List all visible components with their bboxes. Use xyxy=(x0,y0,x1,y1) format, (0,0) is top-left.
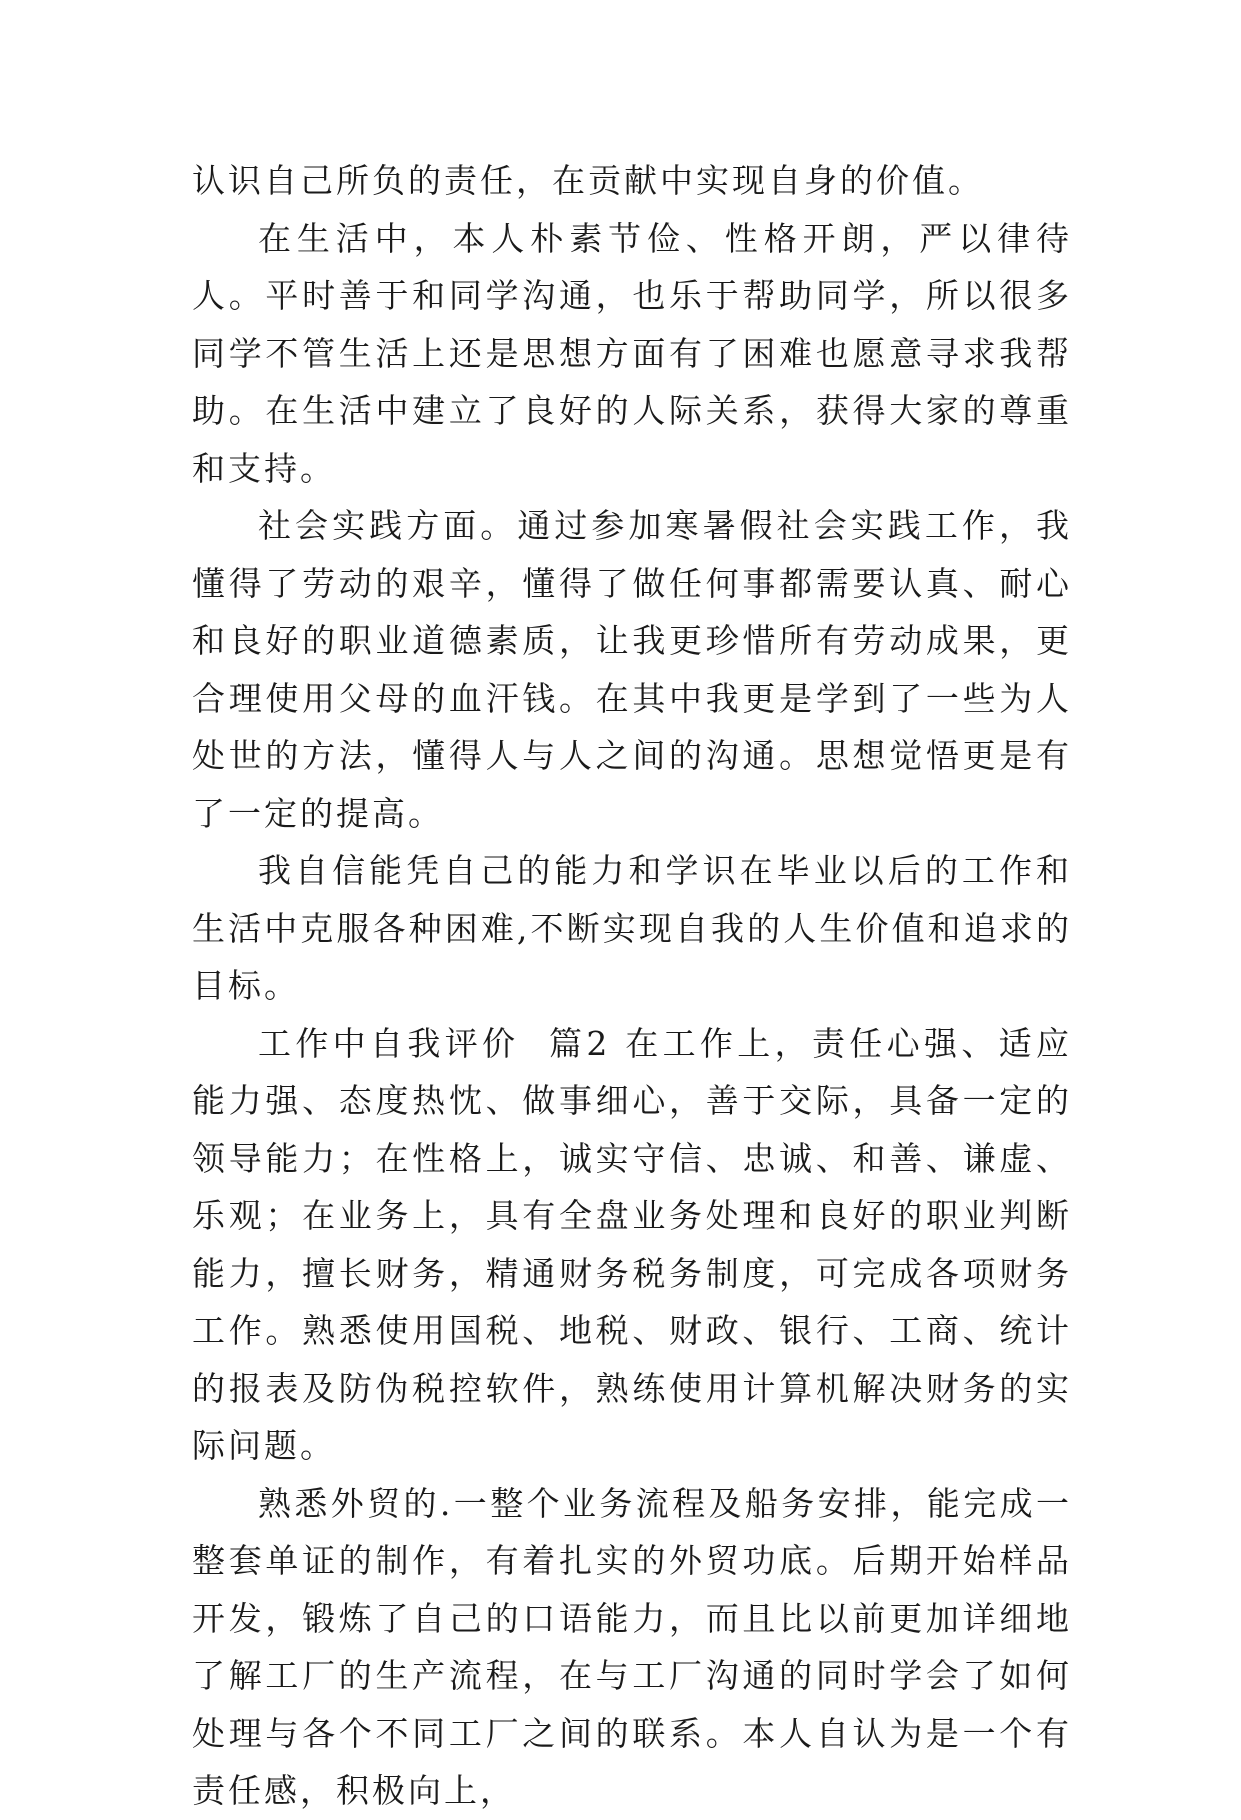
paragraph-confidence: 我自信能凭自己的能力和学识在毕业以后的工作和生活中克服各种困难,不断实现自我的人生价值和追求的目标。 xyxy=(192,851,1072,1005)
paragraph-responsibility: 认识自己所负的责任，在贡献中实现自身的价值。 xyxy=(192,161,984,200)
document-body xyxy=(192,152,1072,1820)
section-heading: 工作中自我评价 篇2 xyxy=(258,1023,611,1063)
paragraph-foreign-trade: 熟悉外贸的.一整个业务流程及船务安排，能完成一整套单证的制作，有着扎实的外贸功底。后期开始样品开发，锻炼了自己的口语能力，而且比以前更加详细地了解工厂的生产流程，在与工厂沟通的同时学会了如何处理与各个不同工厂之间的联系。本人自认为是一个有责任感，积极向上， xyxy=(192,1483,1072,1810)
paragraph-social-practice: 社会实践方面。通过参加寒暑假社会实践工作，我懂得了劳动的艰辛，懂得了做任何事都需要认真、耐心和良好的职业道德素质，让我更珍惜所有劳动成果，更合理使用父母的血汗钱。在其中我更是学到了一些为人处世的方法，懂得人与人之间的沟通。思想觉悟更是有了一定的提高。 xyxy=(192,506,1072,833)
paragraph-work-evaluation xyxy=(192,1015,1072,1475)
paragraph-life: 在生活中，本人朴素节俭、性格开朗，严以律待人。平时善于和同学沟通，也乐于帮助同学，所以很多同学不管生活上还是思想方面有了困难也愿意寻求我帮助。在生活中建立了良好的人际关系，获得大家的尊重和支持。 xyxy=(192,218,1072,488)
work-evaluation-text: 在工作上，责任心强、适应能力强、态度热忱、做事细心，善于交际，具备一定的领导能力；在性格上，诚实守信、忠诚、和善、谦虚、乐观；在业务上，具有全盘业务处理和良好的职业判断能力，擅长财务，精通财务税务制度，可完成各项财务工作。熟悉使用国税、地税、财政、银行、工商、统计的报表及防伪税控软件，熟练使用计算机解决财务的实际问题。 xyxy=(192,1023,1073,1465)
section-gap xyxy=(610,1024,625,1063)
